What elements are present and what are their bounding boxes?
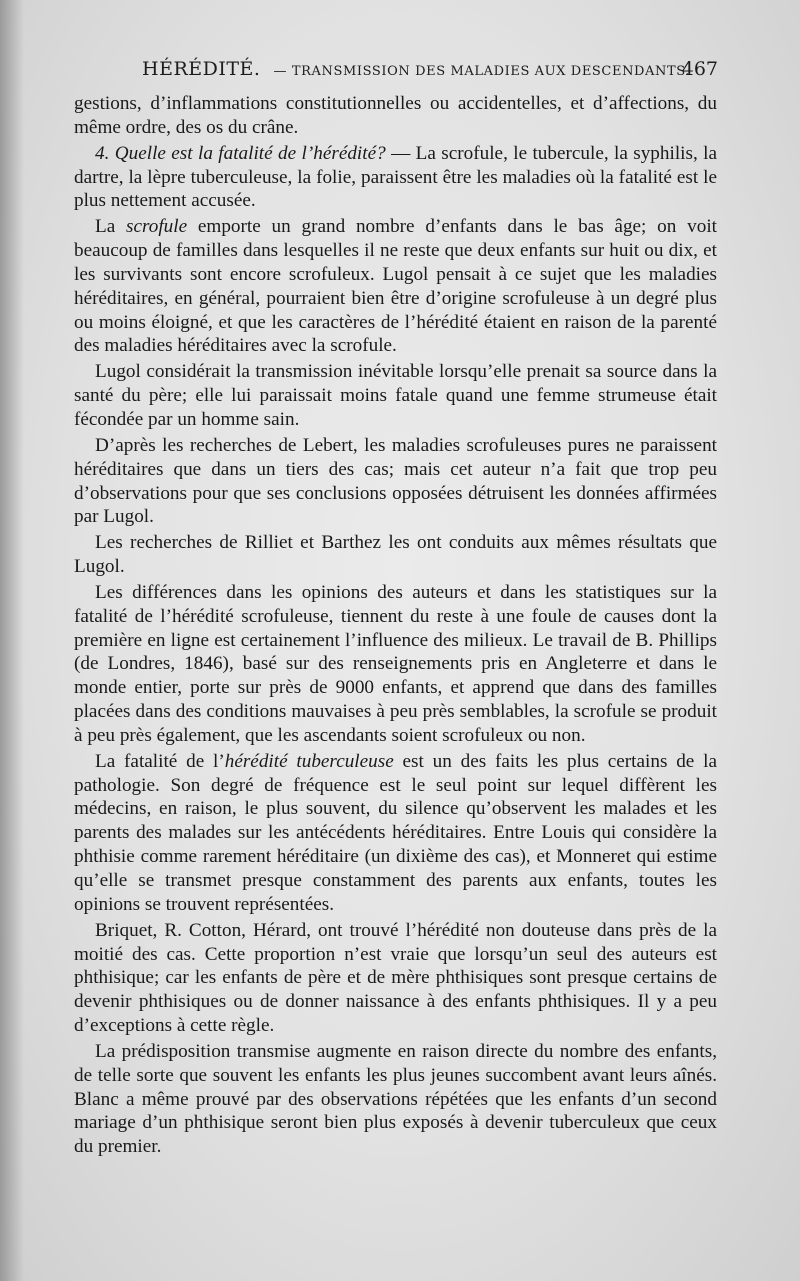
paragraph-9 [74, 919, 717, 1038]
paragraph-7 [74, 581, 717, 748]
page-number: 467 [681, 58, 718, 80]
paragraph-2 [74, 142, 717, 214]
body-text [74, 92, 717, 1159]
paragraph-3-text: emporte un grand nombre d’enfants dans le bas âge; on voit beaucoup de familles dans lesquelles il ne reste que deux enfants sur huit ou dix, et les survivants sont encore scrofuleux. Lugol pensait à ce sujet que les maladies héréditaires, en général, pourraient bien être d’origine scrofuleuse à un degré plus ou moins éloigné, et que les caractères de l’hérédité étaient en raison de la parenté des maladies héréditaires avec la scrofule. [74, 216, 717, 357]
running-title-main: HÉRÉDITÉ. [142, 58, 261, 80]
paragraph-1 [74, 92, 717, 140]
paragraph-1-text: gestions, d’inflammations constitutionnelles ou accidentelles, et d’affections, du même ordre, des os du crâne. [74, 93, 717, 138]
paragraph-8-em: hérédité tuberculeuse [224, 750, 394, 772]
paragraph-3 [74, 215, 717, 358]
running-header [92, 58, 720, 88]
paragraph-2-lead: 4. Quelle est la fatalité de l’hérédité? [95, 142, 386, 164]
paragraph-2-text: — La scrofule, le tubercule, la syphilis, la dartre, la lèpre tuberculeuse, la folie, paraissent être les maladies où la fatalité est le plus nettement accusée. [74, 142, 717, 212]
paragraph-8-pre: La fatalité de l’ [95, 750, 225, 772]
paragraph-5 [74, 434, 717, 529]
running-title [142, 58, 690, 80]
paragraph-3-em: scrofule [126, 216, 188, 238]
paragraph-3-pre: La [95, 216, 127, 238]
paragraph-4 [74, 360, 717, 432]
paragraph-6-text: Les recherches de Rilliet et Barthez les ont conduits aux mêmes résultats que Lugol. [74, 532, 717, 578]
paragraph-6 [74, 531, 717, 579]
paragraph-10 [74, 1040, 717, 1159]
paragraph-9-text: Briquet, R. Cotton, Hérard, ont trouvé l’hérédité non douteuse dans près de la moitié des cas. Cette proportion n’est vraie que lorsqu’un seul des auteurs est phthisique; car les enfants de père et de mère phthisiques sont presque certains de devenir phthisiques ou de donner naissance à des enfants phthisiques. Il y a peu d’exceptions à cette règle. [74, 919, 717, 1037]
paragraph-10-text: La prédisposition transmise augmente en raison directe du nombre des enfants, de telle sorte que souvent les enfants les plus jeunes succombent avant leurs aînés. Blanc a même prouvé par des observations répétées que les enfants d’un second mariage d’un phthisique seront bien plus exposés à devenir tuberculeux que ceux du premier. [74, 1040, 717, 1158]
paragraph-7-text: Les différences dans les opinions des auteurs et dans les statistiques sur la fatalité de l’hérédité scrofuleuse, tiennent du reste à une foule de causes dont la première en ligne est certainement l’influence des milieux. Le travail de B. Phillips (de Londres, 1846), basé sur des renseignements pris en Angleterre et dans le monde entier, porte sur près de 9000 enfants, et apprend que dans des familles placées dans des conditions mauvaises à peu près semblables, la scrofule se produit à peu près également, que les ascendants soient scrofuleux ou non. [74, 581, 717, 746]
paragraph-5-text: D’après les recherches de Lebert, les maladies scrofuleuses pures ne paraissent héréditaires que dans un tiers des cas; mais cet auteur n’a fait que trop peu d’observations pour que ses conclusions opposées détruisent les données affirmées par Lugol. [74, 434, 717, 528]
running-title-sub: — TRANSMISSION DES MALADIES AUX DESCENDANTS. [273, 64, 691, 79]
paragraph-4-text: Lugol considérait la transmission inévitable lorsqu’elle prenait sa source dans la santé du père; elle lui paraissait moins fatale quand une femme strumeuse était fécondée par un homme sain. [74, 361, 717, 430]
paragraph-8-text: est un des faits les plus certains de la pathologie. Son degré de fréquence est le seul point sur lequel diffèrent les médecins, en raison, le plus souvent, du silence qu’observent les malades et les parents des malades sur les antécédents héréditaires. Entre Louis qui considère la phthisie comme rarement héréditaire (un dixième des cas), et Monneret qui estime qu’elle se transmet presque constamment des parents aux enfants, toutes les opinions se trouvent représentées. [74, 750, 717, 915]
paragraph-8 [74, 750, 717, 917]
